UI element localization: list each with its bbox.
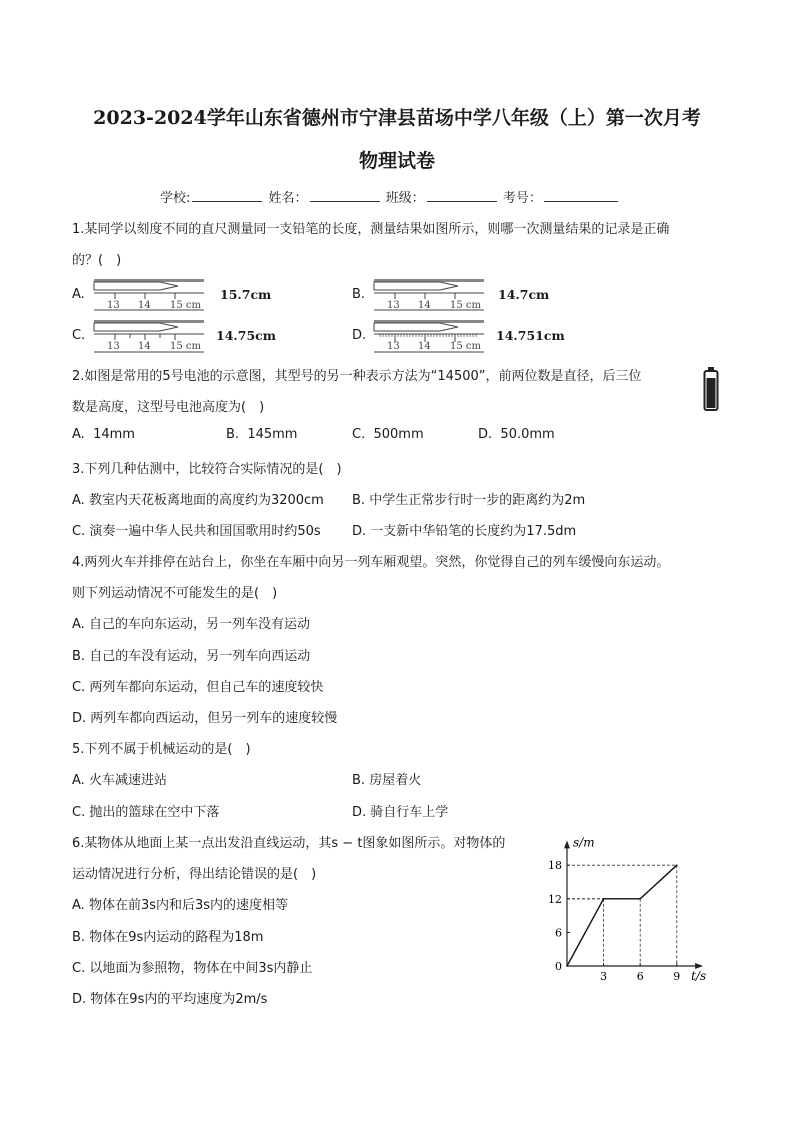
y-tick-label-12: 12 [548,892,562,906]
ruler-tick-14: 14 [418,300,431,311]
y-tick-label-18: 18 [548,859,562,873]
q6-option-a[interactable]: A. 物体在前3s内和后3s内的速度相等 [72,898,289,913]
data-point [639,898,641,900]
q6-stem-line1: 6.某物体从地面上某一点出发沿直线运动，其s − t图象如图所示。对物体的 [72,836,506,851]
battery-icon [703,366,719,412]
ruler-tick-14: 14 [418,341,431,352]
q1-option-a-letter[interactable]: A. [72,287,85,302]
school-blank[interactable] [192,189,262,202]
student-info-line [160,187,620,206]
q2-stem-line2: 数是高度，这型号电池高度为( ) [72,400,265,415]
q1-option-c-value: 14.75cm [216,328,276,343]
exam-no-blank[interactable] [544,189,618,202]
q1-stem-line2: 的？( ) [72,253,122,268]
ruler-tick-13: 13 [387,300,400,311]
q6-option-c[interactable]: C. 以地面为参照物，物体在中间3s内静止 [72,961,313,976]
ruler-tick-13: 13 [107,341,120,352]
name-label: 姓名： [268,191,308,206]
ruler-tick-15: 15 cm [450,341,481,352]
q5-option-d[interactable]: D. 骑自行车上学 [352,805,449,820]
x-tick-label-6: 6 [636,970,644,983]
q2-option-d[interactable]: D. 50.0mm [478,427,555,442]
q4-option-c[interactable]: C. 两列车都向东运动，但自己车的速度较快 [72,680,324,695]
x-tick-label-3: 3 [600,970,608,983]
school-label: 学校: [160,191,191,206]
y-axis-label: s/m [573,835,595,850]
q1-option-a-value: 15.7cm [220,287,272,302]
origin-label: 0 [555,960,562,973]
ruler-tick-15: 15 cm [170,300,201,311]
q1-option-c-ruler [90,316,210,354]
q1-option-d-value: 14.751cm [496,328,565,343]
ruler-tick-15: 15 cm [170,341,201,352]
q1-option-d-letter[interactable]: D. [352,328,367,343]
exam-no-label: 考号： [502,191,542,206]
q2-option-a[interactable]: A. 14mm [72,427,135,442]
q6-option-d[interactable]: D. 物体在9s内的平均速度为2m/s [72,992,268,1007]
q5-option-a[interactable]: A. 火车减速进站 [72,773,167,788]
q6-stem-line2: 运动情况进行分析，得出结论错误的是( ) [72,867,317,882]
ruler-tick-14: 14 [138,300,151,311]
q6-option-b[interactable]: B. 物体在9s内运动的路程为18m [72,930,264,945]
data-point [676,864,678,866]
q1-option-d-ruler [370,316,490,354]
q3-option-b[interactable]: B. 中学生正常步行时一步的距离约为2m [352,493,586,508]
pencil-body [94,282,178,290]
series-line-s-t [567,865,677,966]
data-point [603,898,605,900]
y-axis-arrow [564,840,570,848]
exam-subtitle: 物理试卷 [358,150,435,172]
q1-option-b-ruler [370,275,490,311]
q1-option-b-value: 14.7cm [498,287,550,302]
q2-option-c[interactable]: C. 500mm [352,427,424,442]
class-label: 班级： [385,191,425,206]
x-tick-label-9: 9 [673,970,681,983]
x-axis-label: t/s [691,969,707,983]
q3-option-c[interactable]: C. 演奏一遍中华人民共和国国歌用时约50s [72,524,321,539]
name-blank[interactable] [310,189,380,202]
ruler-tick-15: 15 cm [450,300,481,311]
ruler-tick-13: 13 [107,300,120,311]
q2-stem-line1: 2.如图是常用的5号电池的示意图，其型号的另一种表示方法为“14500”，前两位数是直径，后三位 [72,369,642,384]
class-blank[interactable] [427,189,497,202]
q3-option-d[interactable]: D. 一支新中华铅笔的长度约为17.5dm [352,524,577,539]
q1-stem-line1: 1.某同学以刻度不同的直尺测量同一支铅笔的长度，测量结果如图所示，则哪一次测量结果的记录是正确 [72,222,670,237]
data-point [566,965,568,967]
ruler-tick-13: 13 [387,341,400,352]
q1-option-c-letter[interactable]: C. [72,328,86,343]
q1-option-b-letter[interactable]: B. [352,287,366,302]
exam-title: 2023-2024学年山东省德州市宁津县苗场中学八年级（上）第一次月考 [93,107,701,129]
q2-option-b[interactable]: B. 145mm [226,427,298,442]
s-t-chart [540,826,730,986]
q5-stem: 5.下列不属于机械运动的是( ) [72,742,251,757]
q4-option-b[interactable]: B. 自己的车没有运动，另一列车向西运动 [72,649,311,664]
q3-option-a[interactable]: A. 教室内天花板离地面的高度约为3200cm [72,493,324,508]
ruler-tick-14: 14 [138,341,151,352]
q4-option-d[interactable]: D. 两列车都向西运动，但另一列车的速度较慢 [72,711,338,726]
q1-option-a-ruler [90,275,210,311]
q4-stem-line2: 则下列运动情况不可能发生的是( ) [72,586,278,601]
y-tick-label-6: 6 [555,926,562,940]
q5-option-c[interactable]: C. 抛出的篮球在空中下落 [72,805,220,820]
q4-stem-line1: 4.两列火车并排停在站台上，你坐在车厢中向另一列车厢观望。突然，你觉得自己的列车缓慢向东运动。 [72,555,670,570]
q3-stem: 3.下列几种估测中，比较符合实际情况的是( ) [72,462,342,477]
q5-option-b[interactable]: B. 房屋着火 [352,773,422,788]
q4-option-a[interactable]: A. 自己的车向东运动，另一列车没有运动 [72,617,310,632]
